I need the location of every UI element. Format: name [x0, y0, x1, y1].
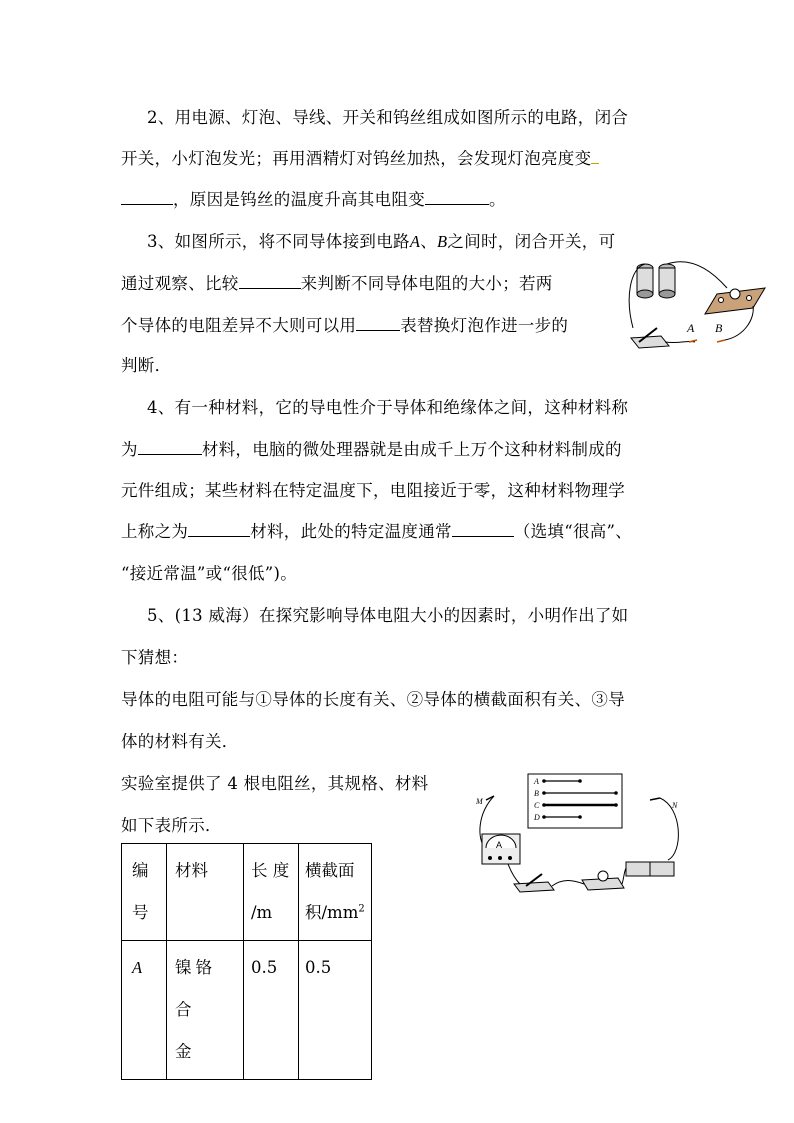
- q5-line-6: 如下表所示．: [121, 816, 222, 835]
- q4-line-4-end: （选填“很高”、: [513, 522, 633, 541]
- cell-material-2: 金: [175, 1042, 196, 1061]
- q3-line-3: [121, 316, 568, 336]
- cell-length-text: 0.5: [251, 958, 278, 977]
- ammeter-label: A: [496, 840, 503, 850]
- cell-area-text: 0.5: [305, 958, 332, 977]
- col-header-id-1: 编: [132, 861, 149, 880]
- answer-blank: [356, 316, 400, 331]
- q3-line-3-end: 表替换灯泡作进一步的: [400, 316, 569, 335]
- wire-label-b: B: [534, 789, 539, 798]
- q2-line-3: [121, 190, 506, 210]
- clip-n-label: N: [672, 801, 678, 810]
- terminal-a-clip: [689, 340, 697, 342]
- col-header-length-1: 长 度: [251, 861, 290, 880]
- q2-line-2-text: 开关，小灯泡发光；再用酒精灯对钨丝加热，会发现灯泡亮度变: [121, 149, 592, 168]
- answer-blank: [138, 440, 202, 455]
- q4-line-4-mid: 材料，此处的特定温度通常: [250, 522, 452, 541]
- answer-blank: [425, 190, 489, 205]
- col-header-material: [167, 844, 244, 941]
- terminal-b-label: B: [437, 232, 448, 251]
- answer-blank: [188, 522, 250, 537]
- col-header-area-1: 横截面: [305, 861, 355, 880]
- q2-line-2: [121, 149, 599, 169]
- q5-line-2: 下猜想：: [121, 648, 189, 667]
- circuit-figure-q5: [468, 768, 688, 898]
- wire-label-a: A: [534, 777, 539, 786]
- answer-blank: [239, 274, 301, 289]
- q4-line-1: 4、有一种材料，它的导电性介于导体和绝缘体之间，这种材料称: [147, 398, 629, 417]
- fig-label-b: B: [715, 321, 723, 335]
- col-header-length-2: /m: [251, 903, 273, 922]
- q3-separator: 、: [420, 232, 438, 251]
- q4-line-2-text: 为: [121, 440, 138, 459]
- cell-material-1: 镍铬合: [175, 958, 216, 1019]
- q5-line-1: 5、(13 威海）在探究影响导体电阻大小的因素时，小明作出了如: [147, 606, 629, 625]
- answer-blank: [121, 190, 173, 205]
- table-row: [122, 941, 372, 1080]
- q4-line-3: 元件组成；某些材料在特定温度下，电阻接近于零，这种材料物理学: [121, 481, 625, 500]
- q3-line-1: [147, 232, 615, 252]
- q2-line-1: 2、用电源、灯泡、导线、开关和钨丝组成如图所示的电路，闭合: [147, 108, 629, 127]
- wire-label-c: C: [534, 801, 540, 810]
- q5-line-3: 导体的电阻可能与①导体的长度有关、②导体的横截面积有关、③导: [121, 690, 625, 709]
- q3-line-2-end: 来判断不同导体电阻的大小；若两: [300, 274, 553, 293]
- q3-line-2: [121, 274, 553, 294]
- col-header-material-text: 材料: [175, 861, 208, 880]
- q5-line-5: 实验室提供了 4 根电阻丝，其规格、材料: [121, 774, 429, 793]
- answer-blank-mark: [591, 149, 599, 164]
- col-header-id: [122, 844, 167, 941]
- col-header-area-sup: 2: [358, 903, 365, 915]
- clip-m-label: M: [476, 797, 483, 806]
- q2-line-3-text: ，原因是钨丝的温度升高其电阻变: [173, 190, 425, 209]
- resistance-wire-table: [121, 843, 372, 1080]
- terminal-a-label: A: [409, 232, 421, 251]
- terminal-b-clip: [717, 340, 725, 342]
- q5-line-4: 体的材料有关．: [121, 732, 239, 751]
- table-header-row: [122, 844, 372, 941]
- q4-line-2-end: 材料，电脑的微处理器就是由成千上万个这种材料制成的: [201, 440, 622, 459]
- wire-label-d: D: [534, 813, 540, 822]
- q4-line-5: “接近常温”或“很低”)。: [121, 564, 298, 583]
- q3-line-2-text: 通过观察、比较: [121, 274, 239, 293]
- q3-line-4: 判断．: [121, 356, 172, 375]
- q4-line-4-text: 上称之为: [121, 522, 189, 541]
- circuit-figure-q3: [625, 258, 773, 354]
- col-header-area-2: 积/mm: [305, 903, 359, 922]
- cell-material: [167, 941, 244, 1080]
- cell-length: [244, 941, 299, 1080]
- col-header-id-2: 号: [132, 903, 149, 922]
- q4-line-4: [121, 522, 632, 542]
- fig-label-a: A: [687, 321, 695, 335]
- q3-line-3-text: 个导体的电阻差异不大则可以用: [121, 316, 357, 335]
- q2-line-3-end: 。: [489, 190, 506, 209]
- col-header-length: [244, 844, 299, 941]
- col-header-area: [299, 844, 372, 941]
- cell-id: [122, 941, 167, 1080]
- q4-line-2: [121, 440, 622, 460]
- q3-line-1-end: 之间时，闭合开关，可: [447, 232, 616, 251]
- cell-id-text: A: [132, 958, 143, 977]
- q3-line-1-text: 3、如图所示，将不同导体接到电路: [147, 232, 410, 251]
- answer-blank: [452, 522, 514, 537]
- cell-area: [299, 941, 372, 1080]
